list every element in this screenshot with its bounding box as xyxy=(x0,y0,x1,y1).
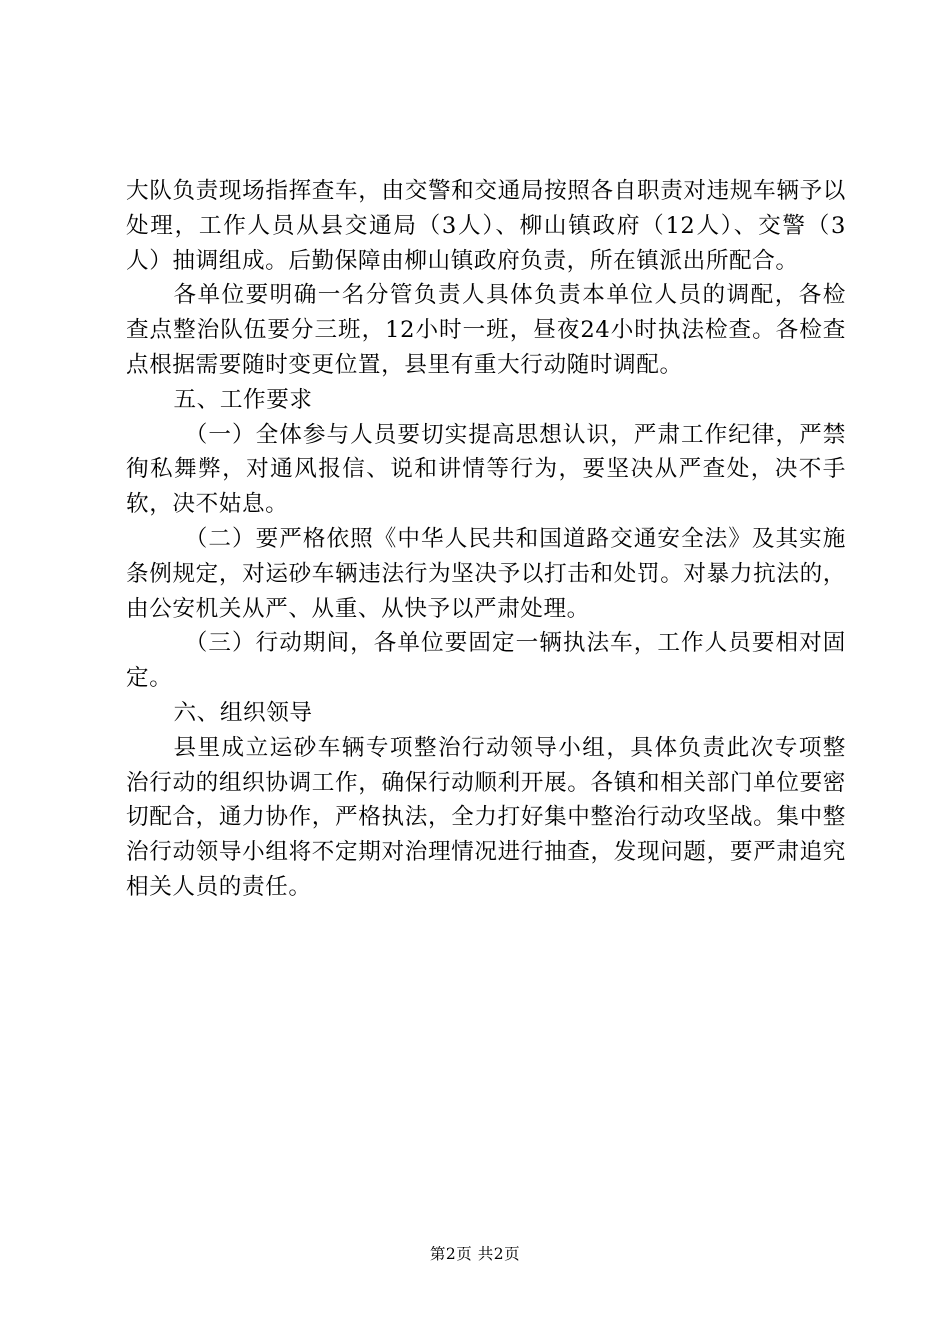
paragraph-leadership: 县里成立运砂车辆专项整治行动领导小组，具体负责此次专项整治行动的组织协调工作，确保行动顺利开展。各镇和相关部门单位要密切配合，通力协作，严格执法，全力打好集中整治行动攻坚战。集中整治行动领导小组将不定期对治理情况进行抽查，发现问题，要严肃追究相关人员的责任。 xyxy=(126,734,846,900)
page-footer: 第2页 共2页 xyxy=(429,1245,521,1263)
paragraph-requirement-3: （三）行动期间，各单位要固定一辆执法车，工作人员要相对固定。 xyxy=(126,630,846,692)
paragraph-continuation: 大队负责现场指挥查车，由交警和交通局按照各自职责对违规车辆予以处理，工作人员从县交通局（3人）、柳山镇政府（12人）、交警（3人）抽调组成。后勤保障由柳山镇政府负责，所在镇派出所配合。 xyxy=(126,178,846,274)
section-heading-work-requirements: 五、工作要求 xyxy=(173,386,313,413)
paragraph-requirement-1: （一）全体参与人员要切实提高思想认识，严肃工作纪律，严禁徇私舞弊，对通风报信、说和讲情等行为，要坚决从严查处，决不手软，决不姑息。 xyxy=(126,421,846,518)
section-heading-leadership: 六、组织领导 xyxy=(173,699,313,726)
document-body xyxy=(126,174,846,905)
paragraph-staffing: 各单位要明确一名分管负责人具体负责本单位人员的调配，各检查点整治队伍要分三班，12小时一班，昼夜24小时执法检查。各检查点根据需要随时变更位置，县里有重大行动随时调配。 xyxy=(126,282,846,378)
paragraph-requirement-2: （二）要严格依照《中华人民共和国道路交通安全法》及其实施条例规定，对运砂车辆违法行为坚决予以打击和处罚。对暴力抗法的，由公安机关从严、从重、从快予以严肃处理。 xyxy=(126,525,846,622)
